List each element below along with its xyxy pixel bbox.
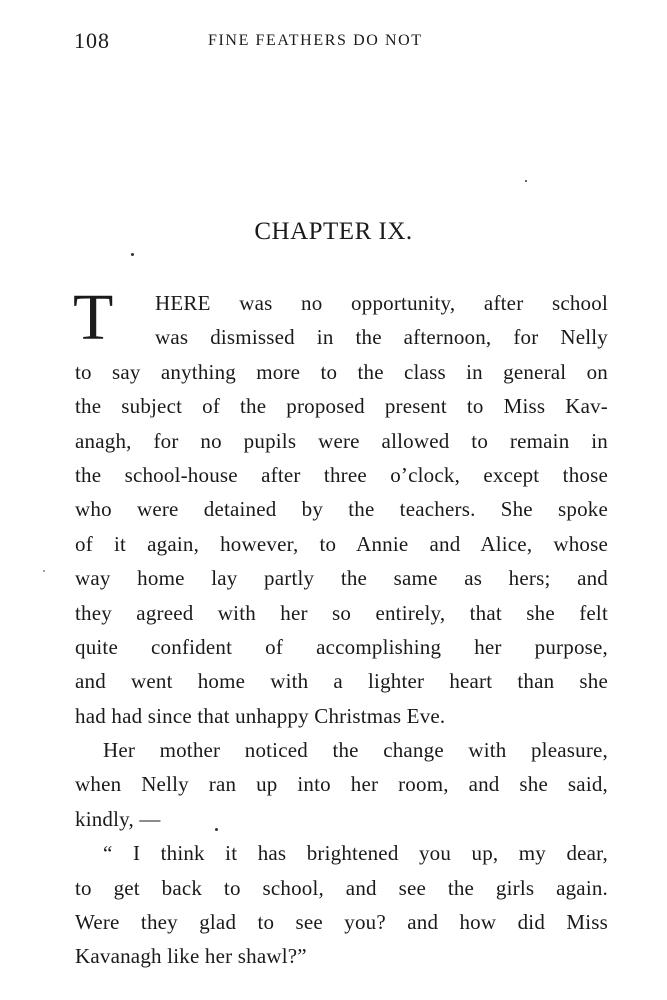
ink-speck bbox=[525, 180, 527, 182]
ink-speck bbox=[215, 828, 218, 831]
ink-speck bbox=[43, 570, 45, 572]
text-line: kindly, — bbox=[75, 806, 161, 831]
text-line: was dismissed in the afternoon, for Nelly bbox=[155, 325, 608, 350]
text-line: to get back to school, and see the girls again. bbox=[75, 875, 608, 900]
text-line: and went home with a lighter heart than she bbox=[75, 669, 608, 694]
text-line: they agreed with her so entirely, that she felt bbox=[75, 600, 608, 625]
text-line: quite confident of accomplishing her purpose, bbox=[75, 634, 608, 659]
text-line: the school-house after three o’clock, except those bbox=[75, 462, 608, 487]
chapter-heading: CHAPTER IX. bbox=[254, 218, 413, 245]
text-line: to say anything more to the class in general on bbox=[75, 359, 608, 384]
page-number: 108 bbox=[74, 28, 110, 53]
running-head bbox=[74, 28, 608, 54]
running-title: FINE FEATHERS DO NOT bbox=[208, 32, 423, 49]
drop-cap: T bbox=[73, 281, 114, 354]
ink-speck bbox=[131, 253, 134, 256]
text-line: of it again, however, to Annie and Alice, whose bbox=[75, 531, 608, 556]
text-line: Her mother noticed the change with pleasure, bbox=[103, 738, 608, 763]
text-line: Were they glad to see you? and how did Miss bbox=[75, 910, 608, 935]
text-line: anagh, for no pupils were allowed to remain in bbox=[75, 428, 608, 453]
text-line: the subject of the proposed present to Miss Kav- bbox=[75, 394, 608, 419]
body-text bbox=[73, 281, 608, 974]
text-line: Kavanagh like her shawl?” bbox=[75, 944, 307, 969]
text-line: “ I think it has brightened you up, my dear, bbox=[103, 841, 608, 866]
text-line: when Nelly ran up into her room, and she said, bbox=[75, 772, 608, 797]
text-line: who were detained by the teachers. She spoke bbox=[75, 497, 608, 522]
text-line: had had since that unhappy Christmas Eve. bbox=[75, 703, 446, 728]
text-line: way home lay partly the same as hers; and bbox=[75, 566, 608, 591]
text-line: HERE was no opportunity, after school bbox=[155, 291, 608, 315]
